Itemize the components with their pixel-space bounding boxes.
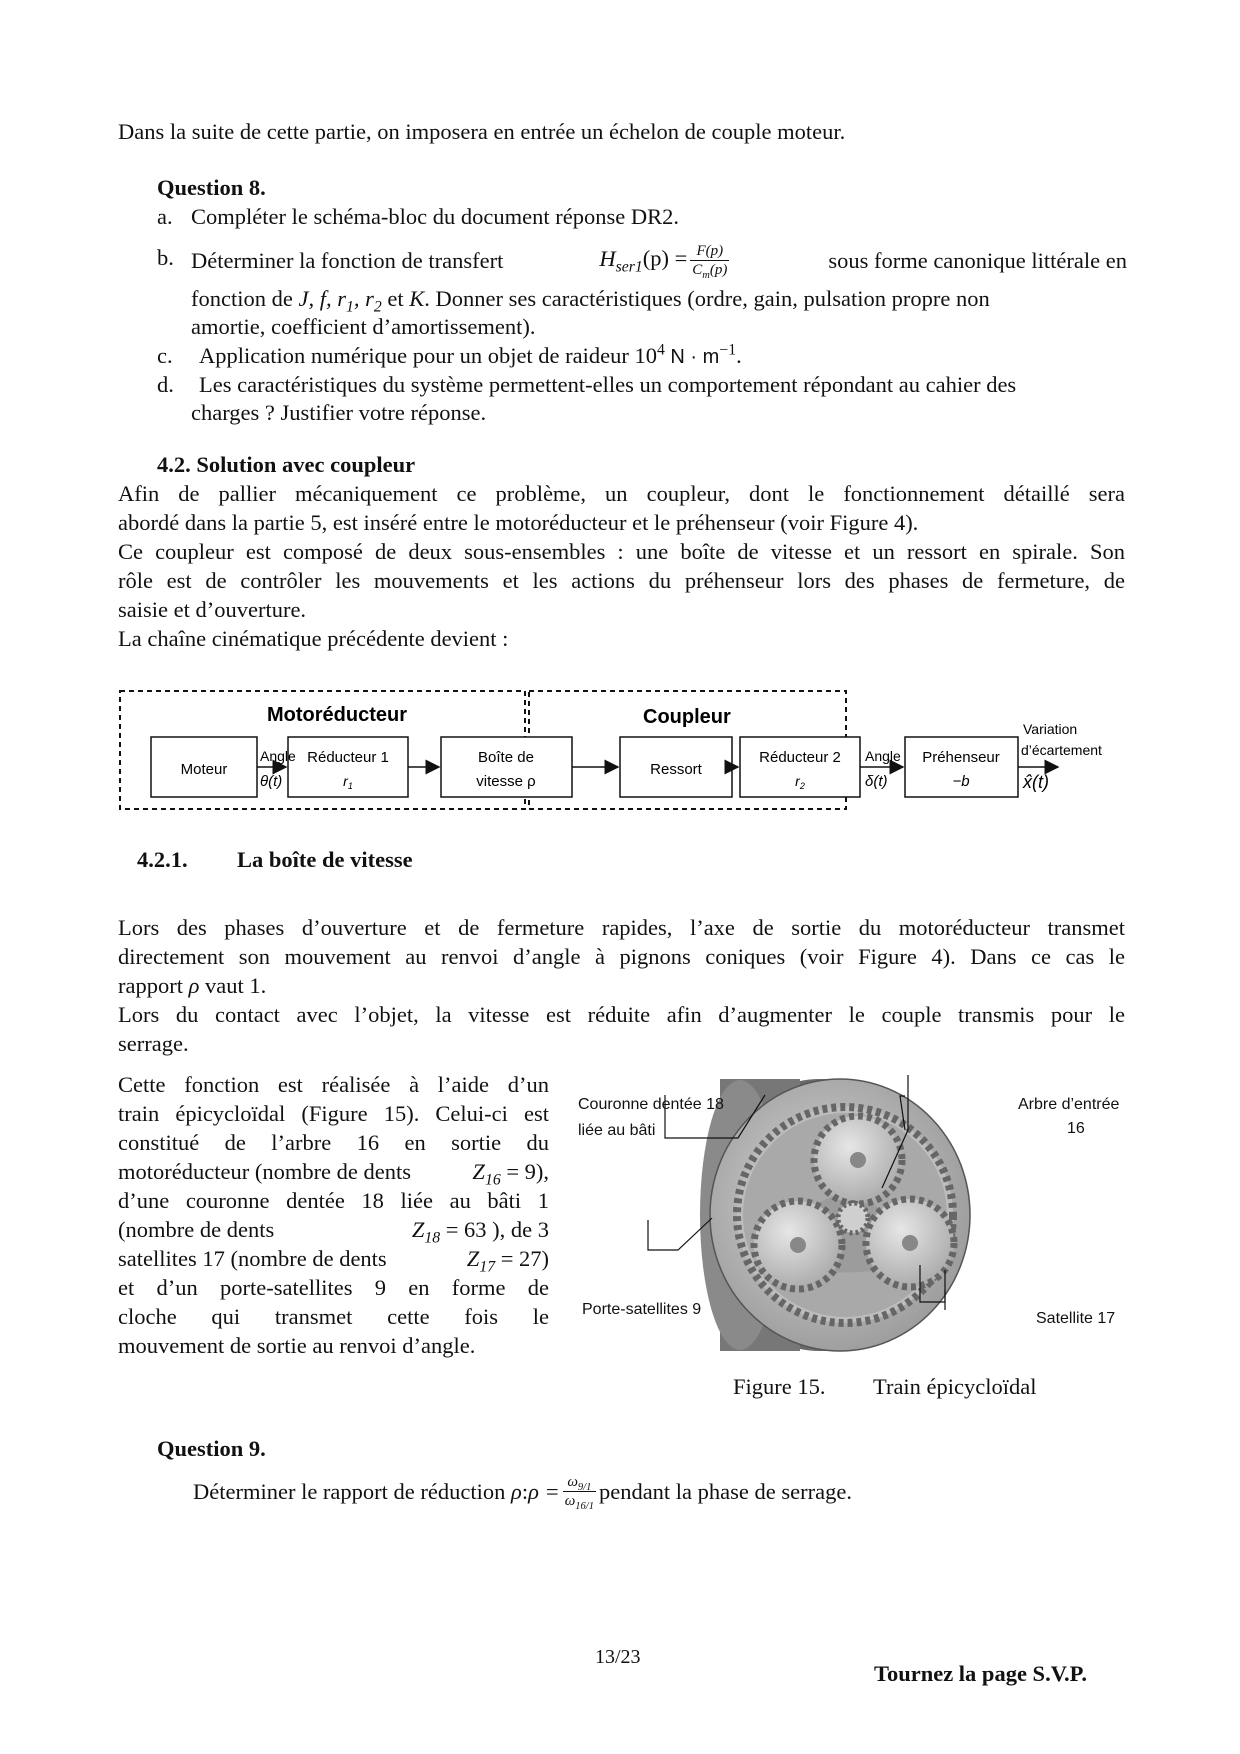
label-arbre-1: Arbre d’entrée [1018,1096,1120,1113]
q8-b-line2: fonction de J, f, $r_1$, $r_2$ et K. Donner ses caractéristiques (ordre, gain, pulsation propre non [191,286,990,316]
s42-p3: La chaîne cinématique précédente devient : [118,626,509,651]
output-xhat: x̂(t) [1023,772,1049,792]
intro-text: Dans la suite de cette partie, on imposera en entrée un échelon de couple moteur. [118,119,846,144]
label-couronne-1: Couronne dentée 18 [578,1096,724,1113]
signal-angle-2: Angle [865,748,901,764]
col-line-4: motoréducteur (nombre de dents $Z_{16} = 9$), [118,1159,549,1189]
block-prehenseur-gain: −b [952,773,970,790]
satellite-top-pin [850,1152,866,1168]
label-arbre-2: 16 [1067,1120,1085,1137]
question-8-title: Question 8. [157,175,266,200]
s42-p2-line3: saisie et d’ouverture. [118,597,307,622]
col-line-9: cloche qui transmet cette fois le [118,1304,549,1329]
motoreducteur-label: Motoréducteur [267,704,407,726]
figure-15-caption-number: Figure 15. [733,1374,826,1399]
s42-p1-line2: abordé dans la partie 5, est inséré entre le motoréducteur et le préhenseur (voir Figure 4). [118,510,919,535]
col-line-7: satellites 17 (nombre de dents $Z_{17} = 27$) [118,1246,549,1276]
s42-p2-line2: rôle est de contrôler les mouvements et les actions du préhenseur lors des phases de fermeture, de [118,568,1125,593]
q8-item-b [157,243,1127,281]
satellite-left-pin [790,1237,806,1253]
figure-15-caption-text: Train épicycloïdal [873,1374,1037,1399]
turn-page-note: Tournez la page S.V.P. [874,1661,1087,1686]
satellite-right-pin [902,1235,918,1251]
s421-p2-line1: Lors du contact avec l’objet, la vitesse est réduite afin d’augmenter le couple transmis pour le [118,1002,1125,1027]
label-porte-satellites: Porte-satellites 9 [582,1301,702,1318]
s421-p1-line1: Lors des phases d’ouverture et de fermeture rapides, l’axe de sortie du motoréducteur transmet [118,915,1125,940]
q8-b-line3: amortie, coefficient d’amortissement). [191,314,536,339]
q8-a-text: Compléter le schéma-bloc du document réponse DR2. [191,204,679,229]
s421-p2-line2: serrage. [118,1031,189,1056]
signal-angle-1: Angle [260,748,296,764]
col-line-5: d’une couronne dentée 18 liée au bâti 1 [118,1188,549,1213]
block-boite-label-2: vitesse ρ [476,773,536,790]
q9-text: Déterminer le rapport de réduction ρ : ρ = $\frac{\omega_{9/1}}{\omega_{16/1}}$ pendant la phase de serrage. [193,1474,852,1512]
section-4-2-title: 4.2. Solution avec coupleur [157,452,416,477]
block-reducteur-2-ratio: $r_2$ [795,773,805,791]
reduction-ratio-fraction: $\frac{\omega_{9/1}}{\omega_{16/1}}$ [564,1474,594,1512]
q8-b-text1: Déterminer la fonction de transfert [191,248,504,273]
col-line-3: constitué de l’arbre 16 en sortie du [118,1130,549,1155]
signal-delta: δ(t) [865,773,888,790]
col-line-8: et d’un porte-satellites 9 en forme de [118,1275,549,1300]
s42-p2-line1: Ce coupleur est composé de deux sous-ensembles : une boîte de vitesse et un ressort en spirale. Son [118,539,1125,564]
label-satellite: Satellite 17 [1036,1310,1116,1327]
block-prehenseur-label: Préhenseur [922,749,1000,766]
coupleur-label: Coupleur [643,706,731,728]
block-reducteur-1-ratio: $r_1$ [343,773,353,791]
s42-p1-line1: Afin de pallier mécaniquement ce problème, un coupleur, dont le fonctionnement détaillé sera [118,481,1125,506]
section-4-2-1-title: La boîte de vitesse [237,847,413,872]
q8-b-line1 [191,243,1127,281]
block-boite-label-1: Boîte de [478,749,534,766]
block-reducteur-1-label: Réducteur 1 [307,749,389,766]
block-moteur-label: Moteur [180,761,228,778]
output-ecartement: d’écartement [1021,742,1102,758]
block-ressort-label: Ressort [650,761,702,778]
label-couronne-2: liée au bâti [578,1122,656,1139]
question-9-title: Question 9. [157,1436,266,1461]
q8-b-text2: sous forme canonique littérale en [828,248,1127,273]
transfer-function: $H_{ser1}(p)$ = $\frac{F(p)}{C_m(p)}$ [599,243,728,281]
sun-gear [838,1203,868,1233]
q8-item-d: d. Les caractéristiques du système permettent-elles un comportement répondant au cahier des [157,372,1017,397]
col-line-2: train épicycloïdal (Figure 15). Celui-ci est [118,1101,549,1126]
q8-a-marker: a. [157,204,173,229]
s421-p1-line2: directement son mouvement au renvoi d’angle à pignons coniques (voir Figure 4). Dans ce cas le [118,944,1125,969]
col-line-6: (nombre de dents $Z_{18} = 63$ ), de 3 [118,1217,549,1247]
s421-p1-line3: rapport ρ vaut 1. [118,973,267,998]
q8-item-c: c. Application numérique pour un objet de raideur $10^4$ $N \cdot m^{-1}$. [157,341,742,368]
section-4-2-1-number: 4.2.1. [137,847,188,872]
kinematic-chain-diagram [115,686,1135,816]
q8-d-line2: charges ? Justifier votre réponse. [191,400,487,425]
transfer-fraction: $\frac{F(p)}{C_m(p)}$ [692,243,728,281]
q8-b-marker: b. [157,245,174,270]
page-number: 13/23 [595,1646,641,1668]
col-line-1: Cette fonction est réalisée à l’aide d’un [118,1072,549,1097]
q8-item-a [157,202,679,231]
signal-theta: θ(t) [260,773,283,790]
col-line-10: mouvement de sortie au renvoi d’angle. [118,1333,476,1358]
output-variation: Variation [1023,721,1078,737]
block-reducteur-2-label: Réducteur 2 [759,749,841,766]
